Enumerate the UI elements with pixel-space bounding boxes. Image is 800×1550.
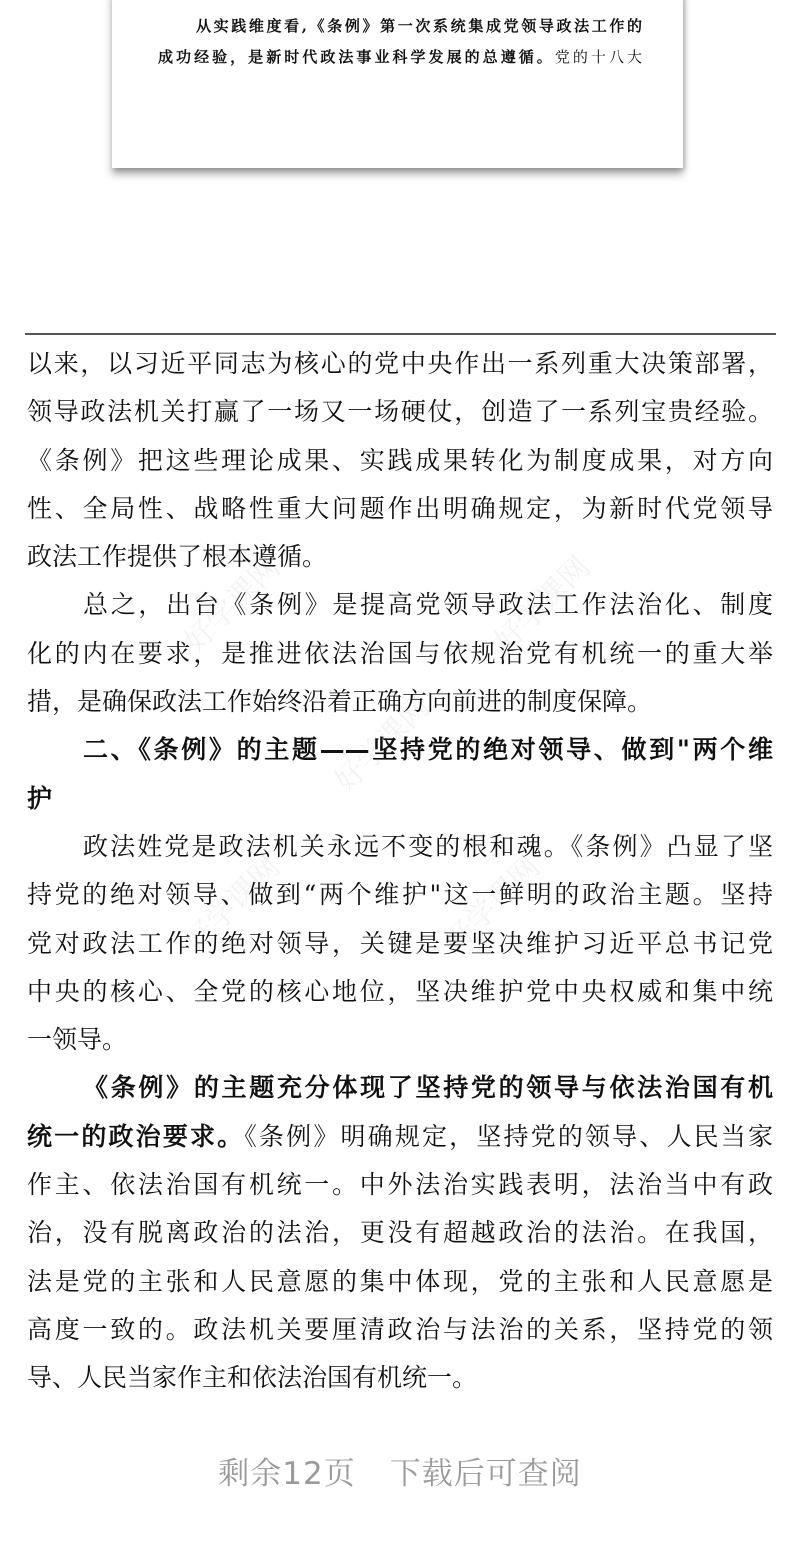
- document-body: [27, 340, 773, 1403]
- line-text: 高度一致的。政法机关要厘清政治与法治的关系，坚持党的领: [27, 1314, 773, 1344]
- text-line: [27, 1306, 773, 1354]
- line-text: 作主、依法治国有机统一。中外法治实践表明，法治当中有政: [27, 1170, 773, 1200]
- text-line: [27, 1113, 773, 1161]
- line-text: 性、全局性、战略性重大问题作出明确规定，为新时代党领导: [27, 493, 773, 523]
- text-line: [27, 1354, 773, 1402]
- line-text: 措，是确保政法工作始终沿着正确方向前进的制度保障。: [27, 687, 653, 717]
- text-line: [27, 1064, 773, 1112]
- text-line: [27, 340, 773, 388]
- line-text: 政法姓党是政法机关永远不变的根和魂。《条例》凸显了坚: [83, 831, 773, 861]
- line-text: 中央的核心、全党的核心地位，坚决维护党中央权威和集中统: [27, 976, 773, 1006]
- text-line: [27, 630, 773, 678]
- text-line: [27, 823, 773, 871]
- text-line: [27, 485, 773, 533]
- watermark: 好学课网: [487, 549, 598, 660]
- text-line: [27, 1016, 773, 1064]
- bold-text: 二、《条例》的主题——坚持党的绝对领导、做到"两个维: [83, 735, 773, 765]
- text-line: [27, 968, 773, 1016]
- text-line: [27, 871, 773, 919]
- watermark: 好学课网: [327, 689, 438, 800]
- download-prompt[interactable]: [0, 1448, 800, 1493]
- text-line: [27, 1161, 773, 1209]
- card-text-bold: 成功经验，是新时代政法事业科学发展的总遵循。: [158, 48, 555, 66]
- line-text: 总之，出台《条例》是提高党领导政法工作法治化、制度: [83, 590, 773, 620]
- line-text: 导、人民当家作主和依法治国有机统一。: [27, 1363, 478, 1393]
- page-divider: [25, 333, 776, 335]
- text-line: [27, 775, 773, 823]
- text-line: [27, 678, 773, 726]
- text-line: [27, 920, 773, 968]
- text-line: [27, 1258, 773, 1306]
- watermark: 好学课网: [177, 849, 288, 960]
- line-text: 政法工作提供了根本遵循。: [27, 542, 328, 572]
- text-line: [27, 437, 773, 485]
- card-text-bold: 从实践维度看,《条例》第一次系统集成党领导政法工作的: [196, 17, 642, 35]
- text-line: [27, 1209, 773, 1257]
- text-line: [27, 533, 773, 581]
- line-text: 一领导。: [27, 1025, 128, 1055]
- line-text: 以来，以习近平同志为核心的党中央作出一系列重大决策部署，: [27, 349, 773, 378]
- line-text: 持党的绝对领导、做到“两个维护"这一鲜明的政治主题。坚持: [27, 880, 773, 910]
- watermark: 好学课网: [437, 849, 548, 960]
- watermark: 好学课网: [177, 549, 288, 660]
- text-line: [27, 581, 773, 629]
- download-to-view-label[interactable]: 下载后可查阅: [389, 1456, 582, 1492]
- text-line: [27, 726, 773, 774]
- line-text: 《条例》把这些理论成果、实践成果转化为制度成果，对方向: [27, 445, 773, 475]
- card-line: [158, 47, 642, 67]
- card-text: 党的十八大: [554, 48, 642, 66]
- bold-text: 护: [27, 783, 53, 813]
- remaining-pages-label[interactable]: 剩余12页: [218, 1456, 356, 1492]
- card-line: [196, 16, 642, 36]
- text-line: [27, 388, 773, 436]
- bold-text: 统一的政治要求。: [27, 1121, 245, 1151]
- bold-text: 《条例》的主题充分体现了坚持党的领导与依法治国有机: [83, 1073, 773, 1103]
- preview-page-card: [112, 0, 683, 168]
- line-text: 《条例》明确规定，坚持党的领导、人民当家: [244, 1121, 773, 1151]
- line-text: 领导政法机关打赢了一场又一场硬仗，创造了一系列宝贵经验。: [27, 397, 773, 427]
- line-text: 党对政法工作的绝对领导，关键是要坚决维护习近平总书记党: [27, 928, 773, 958]
- line-text: 化的内在要求，是推进依法治国与依规治党有机统一的重大举: [27, 638, 773, 668]
- line-text: 法是党的主张和人民意愿的集中体现，党的主张和人民意愿是: [27, 1266, 773, 1296]
- line-text: 治，没有脱离政治的法治，更没有超越政治的法治。在我国，: [27, 1218, 773, 1248]
